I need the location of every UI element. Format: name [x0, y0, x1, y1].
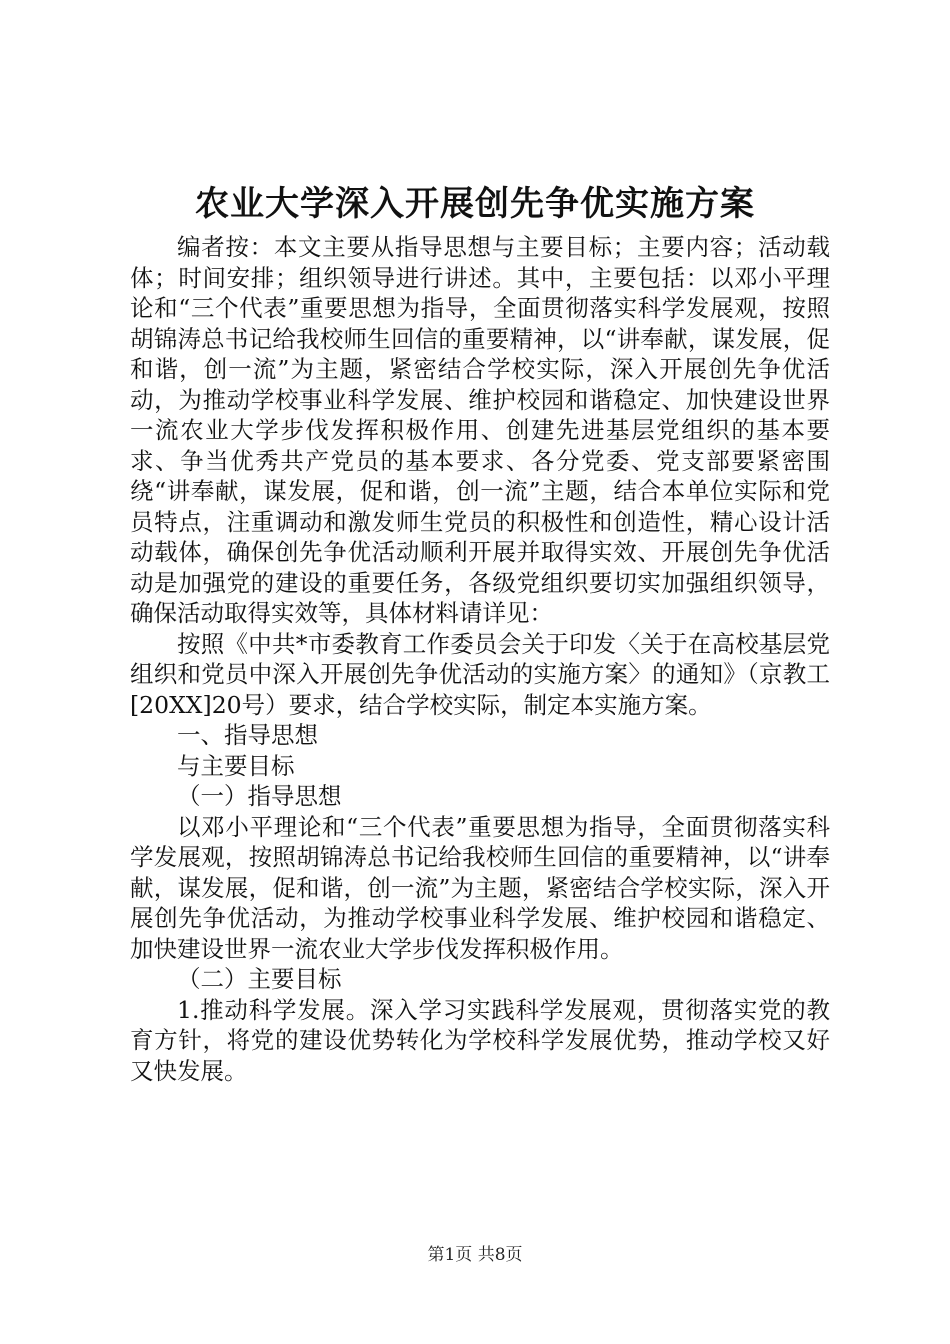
- document-body: [130, 232, 830, 1086]
- section-heading-line1: 一、指导思想: [177, 721, 318, 749]
- sub-heading-guiding-ideology: （一）指导思想: [177, 782, 342, 810]
- intro-paragraph: 按照《中共*市委教育工作委员会关于印发〈关于在高校基层党组织和党员中深入开展创先争优活动的实施方案〉的通知》（京教工[20XX]20号）要求，结合学校实际，制定本实施方案。: [130, 629, 830, 719]
- document-title: 农业大学深入开展创先争优实施方案: [195, 184, 755, 224]
- section-heading-line2: 与主要目标: [177, 751, 295, 780]
- editor-note-paragraph: 编者按：本文主要从指导思想与主要目标；主要内容；活动载体；时间安排；组织领导进行讲述。其中，主要包括：以邓小平理论和“三个代表”重要思想为指导，全面贯彻落实科学发展观，按照胡锦涛总书记给我校师生回信的重要精神，以“讲奉献，谋发展，促和谐，创一流”为主题，紧密结合学校实际，深入开展创先争优活动，为推动学校事业科学发展、维护校园和谐稳定、加快建设世界一流农业大学步伐发挥积极作用、创建先进基层党组织的基本要求、争当优秀共产党员的基本要求、各分党委、党支部要紧密围绕“讲奉献，谋发展，促和谐，创一流”主题，结合本单位实际和党员特点，注重调动和激发师生党员的积极性和创造性，精心设计活动载体，确保创先争优活动顺利开展并取得实效、开展创先争优活动是加强党的建设的重要任务，各级党组织要切实加强组织领导，确保活动取得实效等，具体材料请详见：: [130, 233, 830, 627]
- sub-heading-main-goals: （二）主要目标: [177, 965, 342, 993]
- page-footer: 第1页 共8页: [427, 1245, 523, 1265]
- main-goals-paragraph: 1.推动科学发展。深入学习实践科学发展观，贯彻落实党的教育方针，将党的建设优势转化为学校科学发展优势，推动学校又好又快发展。: [130, 995, 830, 1085]
- guiding-ideology-paragraph: 以邓小平理论和“三个代表”重要思想为指导，全面贯彻落实科学发展观，按照胡锦涛总书记给我校师生回信的重要精神，以“讲奉献，谋发展，促和谐，创一流”为主题，紧密结合学校实际，深入开展创先争优活动，为推动学校事业科学发展、维护校园和谐稳定、加快建设世界一流农业大学步伐发挥积极作用。: [130, 812, 830, 963]
